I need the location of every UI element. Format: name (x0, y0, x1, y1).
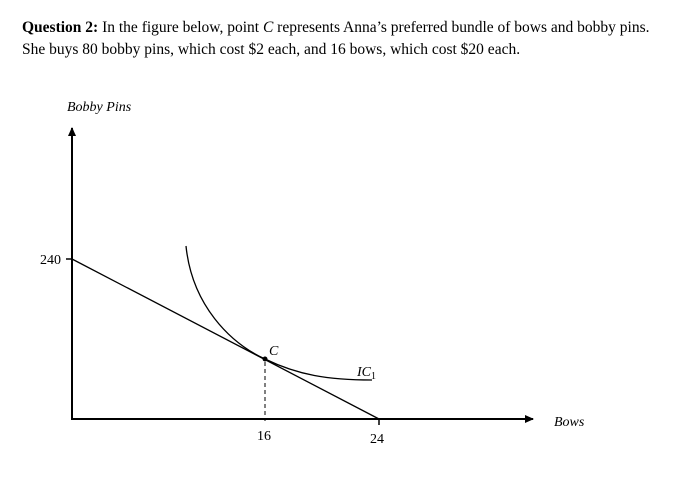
question-text-part-2: represents Anna’s preferred bundle of bows and bobby pins. She buys 80 bobby pins, which cost $2 each, and 16 bows, which cost $20 each. (22, 19, 650, 58)
bundle-point-c (263, 357, 268, 362)
ic-label-main: IC (357, 365, 371, 380)
y-intercept-label: 240 (40, 253, 61, 268)
bundle-x-label: 16 (257, 429, 271, 444)
x-intercept-label: 24 (370, 432, 384, 447)
y-axis-label: Bobby Pins (67, 100, 132, 115)
ic-label (356, 365, 376, 382)
point-c-label: C (269, 344, 279, 359)
indifference-curve (186, 246, 372, 380)
ic-label-subscript: 1 (371, 371, 376, 382)
question-label: Question 2: (22, 19, 99, 36)
question-text-part-1: In the figure below, point (98, 19, 263, 36)
budget-line (72, 259, 379, 419)
x-axis-label: Bows (554, 415, 585, 430)
point-variable: C (262, 19, 274, 36)
